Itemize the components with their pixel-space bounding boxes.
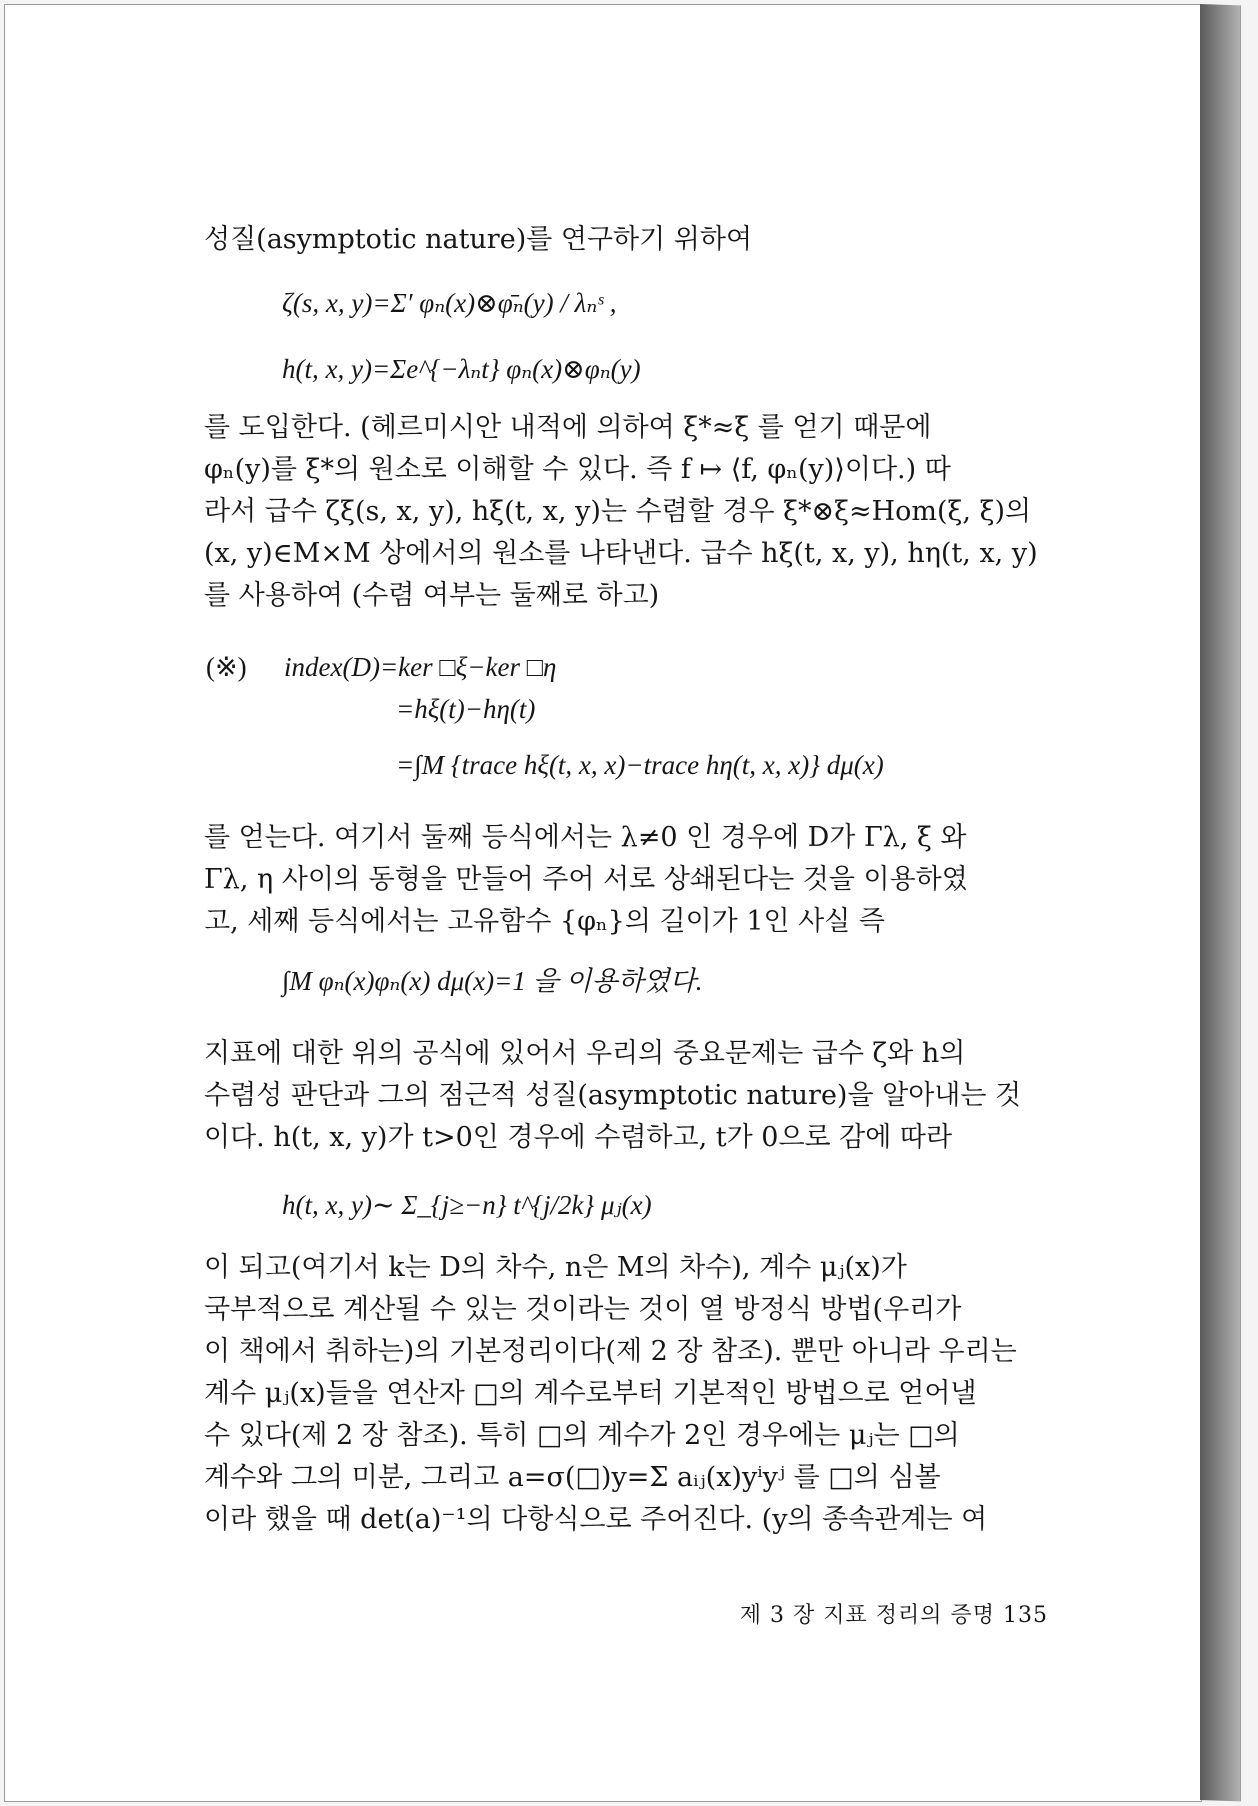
paragraph-4-line-7: 이라 했을 때 det(a)⁻¹의 다항식으로 주어진다. (y의 종속관계는 여 (204, 1504, 988, 1535)
paragraph-2-line-3: 고, 세째 등식에서는 고유함수 {φₙ}의 길이가 1인 사실 즉 (204, 906, 886, 937)
equation-heat-kernel: h(t, x, y)=Σe^{−λₙt} φₙ(x)⊗φₙ(y) (282, 354, 641, 384)
paragraph-3-line-3: 이다. h(t, x, y)가 t>0인 경우에 수렴하고, t가 0으로 감에 따라 (204, 1122, 953, 1153)
paragraph-2-line-2: Γλ, η 사이의 동형을 만들어 주어 서로 상쇄된다는 것을 이용하였 (204, 864, 968, 895)
page-edge (1200, 4, 1241, 1801)
index-equation-line-1: index(D)=ker □ξ−ker □η (284, 652, 557, 682)
paragraph-3-line-1: 지표에 대한 위의 공식에 있어서 우리의 중요문제는 급수 ζ와 h의 (204, 1038, 966, 1069)
paragraph-1-line-2: φₙ(y)를 ξ*의 원소로 이해할 수 있다. 즉 f ↦ ⟨f, φₙ(y)⟩이다.) 따 (204, 454, 951, 485)
equation-label: (※) (206, 652, 247, 682)
paragraph-2-line-1: 를 얻는다. 여기서 둘째 등식에서는 λ≠0 인 경우에 D가 Γλ, ξ 와 (204, 822, 967, 853)
paragraph-4-line-2: 국부적으로 계산될 수 있는 것이라는 것이 열 방정식 방법(우리가 (204, 1294, 962, 1325)
paragraph-1-line-4: (x, y)∈M×M 상에서의 원소를 나타낸다. 급수 hξ(t, x, y), hη(t, x, y) (204, 538, 1038, 569)
paragraph-1-line-1: 를 도입한다. (헤르미시안 내적에 의하여 ξ*≈ξ̄ 를 얻기 때문에 (204, 412, 932, 443)
paragraph-1-line-3: 라서 급수 ζξ(s, x, y), hξ(t, x, y)는 수렴할 경우 ξ*⊗ξ≈Hom(ξ, ξ)의 (204, 496, 1032, 527)
index-equation-line-3: =∫M {trace hξ(t, x, x)−trace hη(t, x, x)} dμ(x) (396, 750, 884, 780)
index-equation-line-2: =hξ(t)−hη(t) (396, 694, 536, 724)
paragraph-1-line-5: 를 사용하여 (수렴 여부는 둘째로 하고) (204, 580, 660, 611)
paragraph-3-line-2: 수렴성 판단과 그의 점근적 성질(asymptotic nature)을 알아내는 것 (204, 1080, 1022, 1111)
normalization-equation: ∫M φₙ(x)φₙ(x) dμ(x)=1 을 이용하였다. (282, 966, 703, 996)
paragraph-4-line-3: 이 책에서 취하는)의 기본정리이다(제 2 장 참조). 뿐만 아니라 우리는 (204, 1336, 1017, 1367)
paragraph-4-line-4: 계수 μⱼ(x)들을 연산자 □의 계수로부터 기본적인 방법으로 얻어낼 (204, 1378, 977, 1409)
asymptotic-expansion: h(t, x, y)∼ Σ_{j≥−n} t^{j/2k} μⱼ(x) (282, 1190, 652, 1220)
paragraph-4-line-1: 이 되고(여기서 k는 D의 차수, n은 M의 차수), 계수 μⱼ(x)가 (204, 1252, 907, 1283)
equation-zeta: ζ(s, x, y)=Σ′ φₙ(x)⊗φ̄ₙ(y) / λₙˢ , (282, 288, 617, 318)
paragraph-4-line-5: 수 있다(제 2 장 참조). 특히 □의 계수가 2인 경우에는 μⱼ는 □의 (204, 1420, 960, 1451)
paragraph-4-line-6: 계수와 그의 미분, 그리고 a=σ(□)y=Σ aᵢⱼ(x)yⁱyʲ 를 □의 심볼 (204, 1462, 941, 1493)
intro-line: 성질(asymptotic nature)를 연구하기 위하여 (204, 224, 753, 255)
running-footer: 제 3 장 지표 정리의 증명 135 (739, 1603, 1048, 1628)
